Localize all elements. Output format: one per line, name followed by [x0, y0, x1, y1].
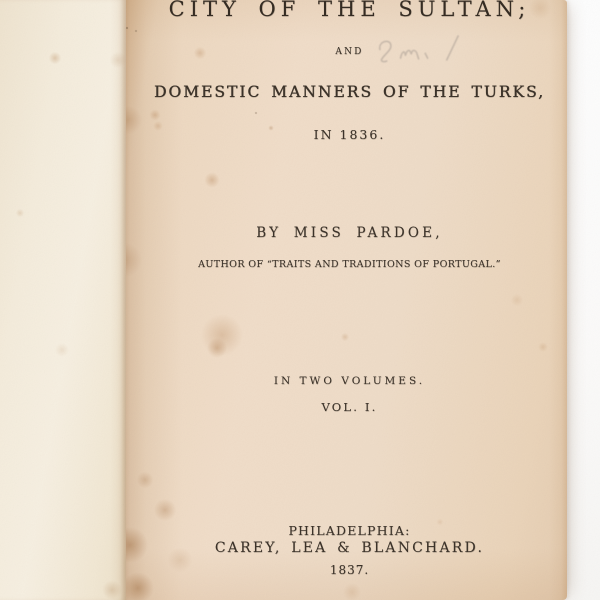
volume-number: VOL. I. [321, 400, 378, 414]
subtitle: DOMESTIC MANNERS OF THE TURKS, [153, 83, 546, 101]
author-credit: AUTHOR OF “TRAITS AND TRADITIONS OF PORTUGAL.” [198, 259, 501, 270]
publication-year: 1837. [329, 563, 370, 577]
date-line: IN 1836. [313, 127, 386, 142]
book-facing-page [0, 0, 126, 600]
publisher-line: CAREY, LEA & BLANCHARD. [214, 540, 485, 556]
imprint-city: PHILADELPHIA: [288, 523, 411, 538]
byline: BY MISS PARDOE, [256, 225, 443, 241]
volumes-line: IN TWO VOLUMES. [273, 375, 426, 387]
main-title: CITY OF THE SULTAN; [168, 0, 531, 21]
conjunction-line: AND [335, 47, 364, 57]
pencil-annotation [365, 29, 467, 72]
book-title-page [120, 0, 567, 600]
